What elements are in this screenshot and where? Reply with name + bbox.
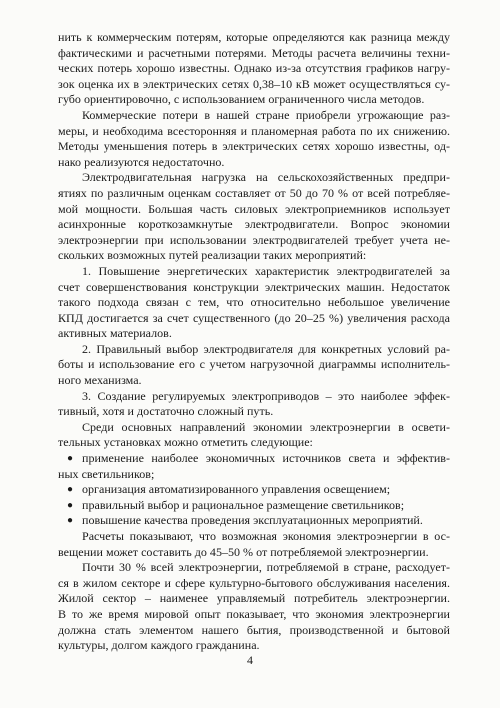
text-line: КПД достигается за счет существенного (до 20–25 %) увеличения расхода xyxy=(58,310,450,325)
text-line: ● повышение качества проведения эксплуатационных мероприятий. xyxy=(67,513,423,528)
paragraph xyxy=(58,389,450,420)
bullet-icon: ● xyxy=(67,515,74,527)
text-line: должна стать элементом нашего бытия, производственной и бытовой xyxy=(58,622,450,637)
text-line: культуры, долгом каждого гражданина. xyxy=(58,638,260,653)
text-line: ческих потерь хорошо известны. Однако из-за отсутствия графиков нагру- xyxy=(58,61,450,76)
text-line: активных материалов. xyxy=(58,326,172,341)
text-line: такого подхода связан с тем, что относительно небольшое увеличение xyxy=(58,295,450,310)
bullet-item xyxy=(58,513,450,529)
bullet-icon: ● xyxy=(67,484,74,496)
bullet-item xyxy=(58,451,450,482)
paragraph xyxy=(58,560,450,654)
text-line: В то же время мировой опыт показывает, что экономия электроэнергии xyxy=(58,606,450,621)
text-line: Расчеты показывают, что возможная экономия электроэнергии в ос- xyxy=(82,529,450,543)
text-line: вещении может составить до 45–50 % от потребляемой электроэнергии. xyxy=(58,544,429,559)
text-line: Электродвигательная нагрузка на сельскохозяйственных предпри- xyxy=(82,170,450,185)
bullet-icon: ● xyxy=(67,453,74,465)
text-line: ся в жилом секторе и сфере культурно-бытового обслуживания населения. xyxy=(58,575,450,590)
text-line: счет совершенствования конструкции электрических машин. Недостаток xyxy=(58,279,450,294)
text-line: боты и использование его с учетом нагрузочной диаграммы исполнитель- xyxy=(58,357,450,372)
paragraph xyxy=(58,529,450,560)
text-line: меры, и необходима всесторонняя и планомерная работа по их снижению. xyxy=(58,123,450,138)
text-line: тельных установках можно отметить следующие: xyxy=(58,435,313,450)
text-line: ного механизма. xyxy=(58,373,142,388)
text-line: Жилой сектор – наименее управляемый потребитель электроэнергии. xyxy=(58,591,450,606)
text-line: мой мощности. Большая часть силовых электроприемников использует xyxy=(58,201,450,216)
text-line: губо ориентировочно, с использованием ограниченного числа методов. xyxy=(58,92,425,107)
text-line: 1. Повышение энергетических характеристик электродвигателей за xyxy=(82,263,450,278)
paragraph xyxy=(58,264,450,342)
paragraph xyxy=(58,342,450,389)
text-line: ятиях по различным оценкам составляет от 50 до 70 % от всей потребляе- xyxy=(58,185,450,200)
paragraph xyxy=(58,170,450,264)
text-line: зок оценка их в электрических сетях 0,38–10 кВ может осуществляться су- xyxy=(58,76,450,91)
text-line: тивный, хотя и достаточно сложный путь. xyxy=(58,404,274,419)
text-line: Методы уменьшения потерь в электрических сетях хорошо известны, од- xyxy=(58,139,450,154)
text-line: ● организация автоматизированного управления освещением; xyxy=(67,482,391,497)
text-line: 3. Создание регулируемых электроприводов – это наиболее эффек- xyxy=(82,388,450,403)
text-line: ных светильников; xyxy=(58,466,155,481)
text-line: нако реализуются недостаточно. xyxy=(58,154,225,169)
paragraph xyxy=(58,420,450,451)
page-number: 4 xyxy=(247,653,253,667)
text-line: фактическими и расчетными потерями. Методы расчета величины техни- xyxy=(58,45,450,60)
bullet-item xyxy=(58,482,450,498)
text-line: электроэнергии при использовании электродвигателей требует учета не- xyxy=(58,232,450,247)
text-line: скольких возможных путей реализации таких мероприятий: xyxy=(58,248,367,263)
text-line: нить к коммерческим потерям, которые определяются как разница между xyxy=(58,30,450,44)
paragraph xyxy=(58,108,450,170)
text-line: Почти 30 % всей электроэнергии, потребляемой в стране, расходует- xyxy=(82,560,450,575)
page-body xyxy=(58,30,450,654)
text-line: ● правильный выбор и рациональное размещение светильников; xyxy=(67,497,405,512)
text-line: Коммерческие потери в нашей стране приобрели угрожающие раз- xyxy=(82,107,450,122)
text-line: 2. Правильный выбор электродвигателя для конкретных условий ра- xyxy=(82,341,450,356)
text-line: ● применение наиболее экономичных источников света и эффектив- xyxy=(67,451,450,466)
bullet-item xyxy=(58,498,450,514)
paragraph xyxy=(58,30,450,108)
bullet-icon: ● xyxy=(67,499,74,511)
text-line: Среди основных направлений экономии электроэнергии в освети- xyxy=(82,419,450,434)
text-line: асинхронные короткозамкнутые электродвигатели. Вопрос экономии xyxy=(58,217,450,232)
